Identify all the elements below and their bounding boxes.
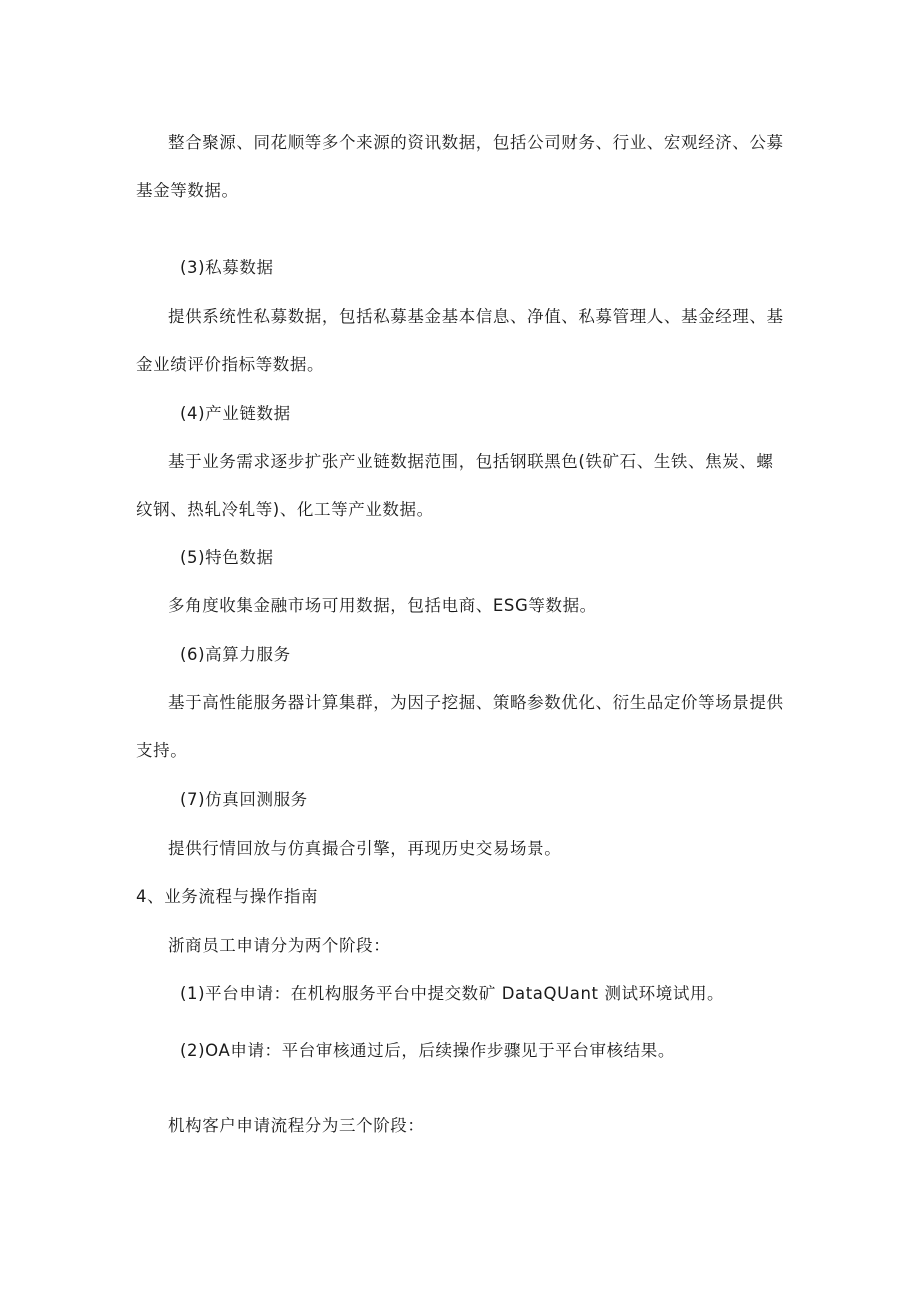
list-item: (1)平台申请：在机构服务平台中提交数矿 DataQUant 测试环境试用。 xyxy=(180,984,725,1003)
paragraph-line: 提供系统性私募数据，包括私募基金基本信息、净值、私募管理人、基金经理、基 xyxy=(168,307,784,326)
list-item: (2)OA申请：平台审核通过后，后续操作步骤见于平台审核结果。 xyxy=(180,1041,675,1060)
paragraph-line: 提供行情回放与仿真撮合引擎，再现历史交易场景。 xyxy=(168,839,562,858)
paragraph-line: 机构客户申请流程分为三个阶段： xyxy=(168,1116,425,1135)
section-heading: (6)高算力服务 xyxy=(180,645,291,664)
paragraph-line: 支持。 xyxy=(136,741,188,760)
section-heading: (5)特色数据 xyxy=(180,548,274,567)
paragraph-line: 整合聚源、同花顺等多个来源的资讯数据，包括公司财务、行业、宏观经济、公募 xyxy=(168,133,784,152)
paragraph-line: 浙商员工申请分为两个阶段： xyxy=(168,936,391,955)
section-heading: (3)私募数据 xyxy=(180,258,274,277)
paragraph-line: 金业绩评价指标等数据。 xyxy=(136,355,325,374)
section-heading: (7)仿真回测服务 xyxy=(180,790,308,809)
section-heading: (4)产业链数据 xyxy=(180,404,291,423)
paragraph-line: 纹钢、热轧冷轧等)、化工等产业数据。 xyxy=(136,500,434,519)
paragraph-line: 基金等数据。 xyxy=(136,181,239,200)
chapter-heading: 4、业务流程与操作指南 xyxy=(136,887,319,906)
paragraph-line: 多角度收集金融市场可用数据，包括电商、ESG等数据。 xyxy=(168,596,597,615)
paragraph-line: 基于高性能服务器计算集群，为因子挖掘、策略参数优化、衍生品定价等场景提供 xyxy=(168,693,784,712)
paragraph-line: 基于业务需求逐步扩张产业链数据范围，包括钢联黑色(铁矿石、生铁、焦炭、螺 xyxy=(168,452,774,471)
